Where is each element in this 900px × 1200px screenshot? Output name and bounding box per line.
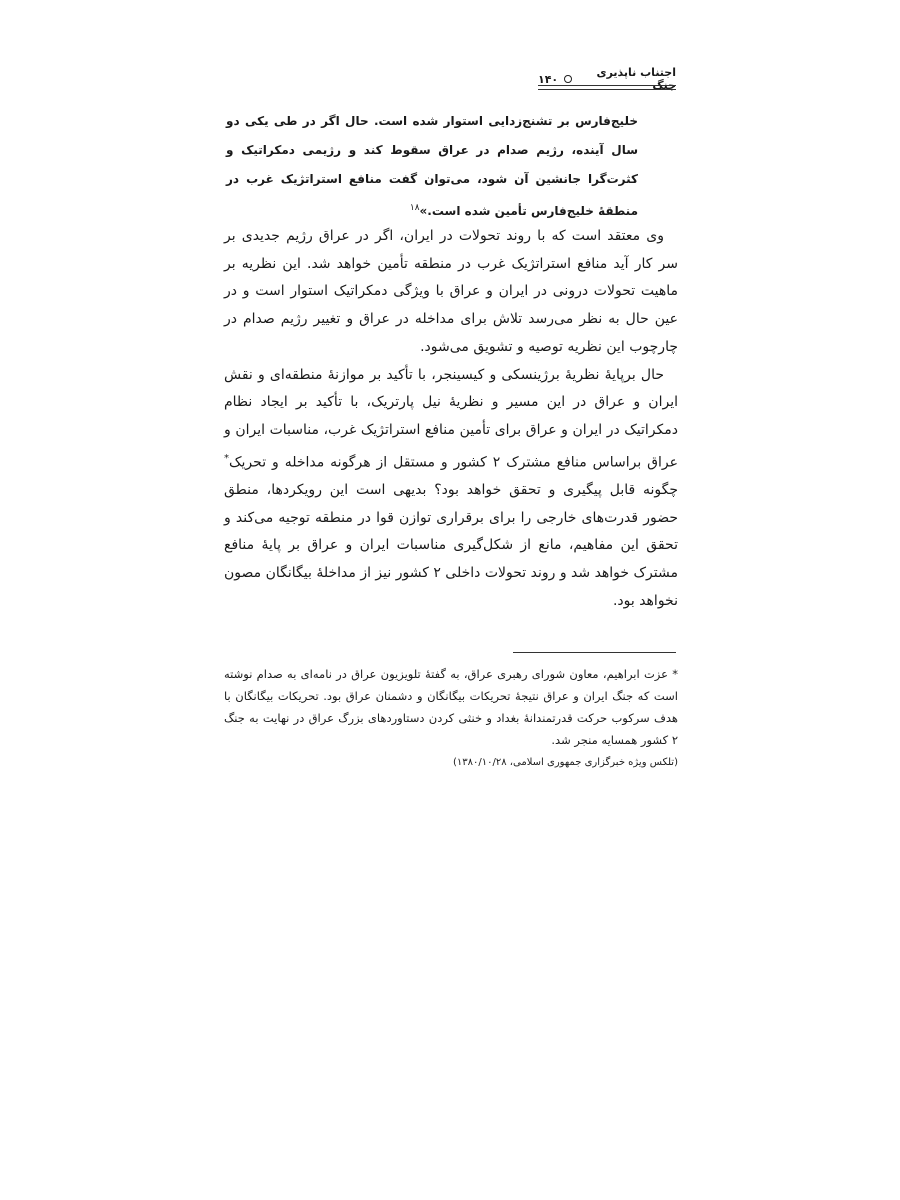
quote-text: خلیج‌فارس بر تشنج‌زدایی استوار شده است. حال اگر در طی یکی دو سال آینده، رژیم صدام در عراق سقوط کند و رژیمی دمکراتیک و کثرت‌گرا جانشین آن شود، می‌توان گفت منافع استراتژیک غرب در منطقهٔ خلیج‌فارس تأمین شده است.» [226, 114, 638, 218]
running-title: اجتناب ناپذیری جنگ [596, 66, 676, 92]
endnote-reference: ۱۸ [409, 203, 420, 213]
footnote-text: * عزت ابراهیم، معاون شورای رهبری عراق، به گفتهٔ تلویزیون عراق در نامه‌ای به صدام نوشته است که جنگ ایران و عراق نتیجهٔ تحریکات بیگانگان و دشمنان عراق بود. تحریکات بیگانگان با هدف سرکوب حرکت قدرتمندانهٔ بغداد و خنثی کردن دستاوردهای بزرگ عراق در نهایت به جنگ ۲ کشور همسایه منجر شد. [224, 667, 678, 747]
footnote-marker: * [224, 452, 229, 464]
circle-separator-icon [564, 75, 572, 83]
page-number: ۱۴۰ [538, 72, 559, 86]
footnote-source: (تلکس ویژه خبرگزاری جمهوری اسلامی، ۱۳۸۰/۱۰/۲۸) [452, 757, 678, 768]
footnote [224, 663, 678, 774]
paragraph: وی معتقد است که با روند تحولات در ایران، اگر در عراق رژیم جدیدی بر سر کار آید منافع استراتژیک غرب در منطقه تأمین خواهد شد. این نظریه بر ماهیت تحولات درونی در ایران و عراق با ویژگی دمکراتیک استوار است و در عین حال به نظر می‌رسد تلاش برای مداخله در عراق و تغییر رژیم صدام در چارچوب این نظریه توصیه و تشویق می‌شود. [224, 228, 678, 355]
header-rule-bottom [538, 89, 676, 90]
paragraph-text: حال برپایهٔ نظریهٔ برژینسکی و کیسینجر، با تأکید بر موازنهٔ منطقه‌ای و نقش ایران و عراق در این مسیر و نظریهٔ نیل پارتریک، با تأکید بر ایجاد نظام دمکراتیک در ایران و عراق برای تأمین منافع استراتژیک غرب، مناسبات ایران و عراق براساس منافع مشترک ۲ کشور و مستقل از هرگونه مداخله و تحریک [224, 366, 679, 471]
block-quote [226, 107, 638, 226]
paragraph [224, 362, 678, 616]
footnote-separator [513, 652, 676, 653]
body-text [224, 223, 678, 616]
header-rule-top [538, 85, 676, 86]
paragraph-text: چگونه قابل پیگیری و تحقق خواهد بود؟ بدیهی است این رویکردها، منطق حضور قدرت‌های خارجی را برای برقراری توازن قوا در منطقه توجیه می‌کند و تحقق این مفاهیم، مانع از شکل‌گیری مناسبات ایران و عراق بر پایهٔ منافع مشترک خواهد شد و روند تحولات داخلی ۲ کشور نیز از مداخلهٔ بیگانگان مصون نخواهد بود. [223, 481, 678, 609]
